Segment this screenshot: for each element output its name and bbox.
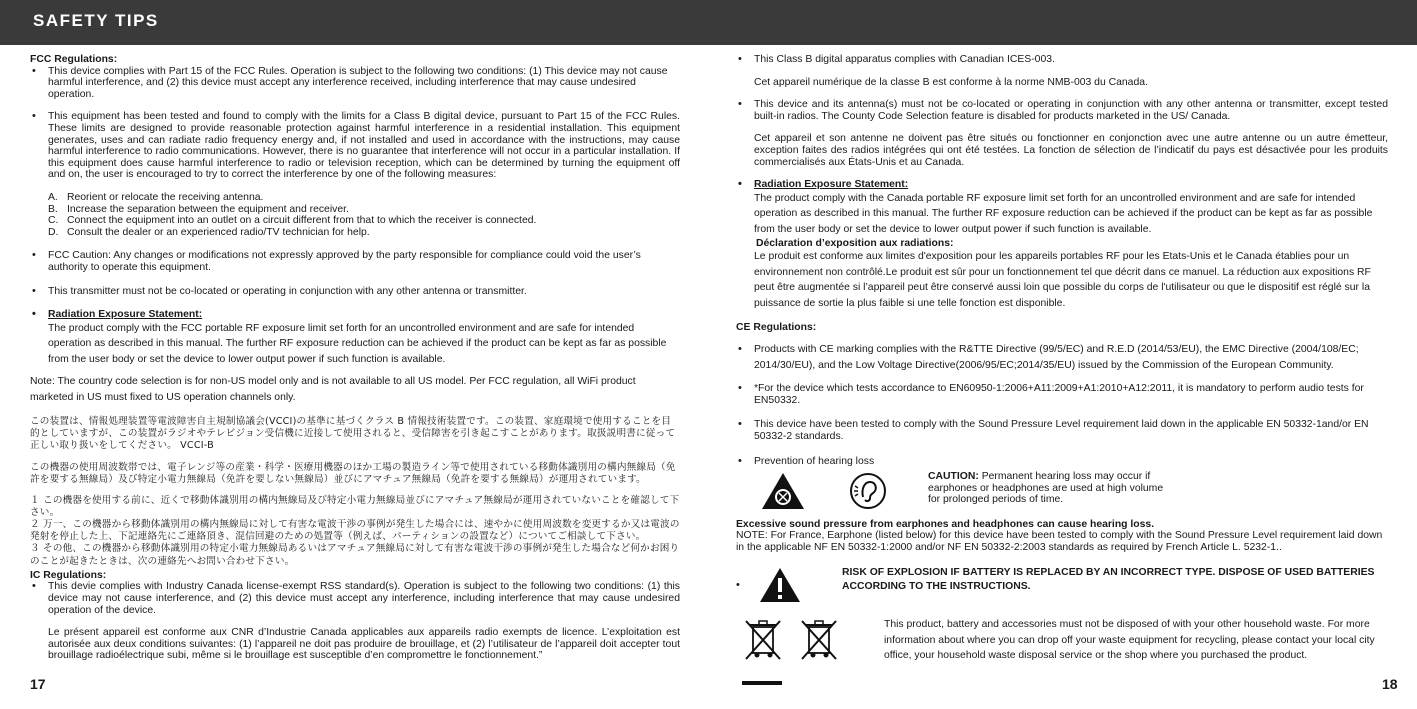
jp-item-1: １ この機器を使用する前に、近くで移動体識別用の構内無線局及び特定小電力無線局並びにアマチュア無線局が運用されていないことを確認して下さい。 [30, 494, 680, 518]
measure-item: A. Reorient or relocate the receiving antenna. [48, 191, 264, 203]
warning-icon [758, 566, 802, 608]
radiation-heading-left: • Radiation Exposure Statement: [30, 309, 680, 321]
disposal-text: This product, battery and accessories must not be disposed of with your other household waste. For more information about where you can drop off your waste equipment for recycling, please contact your local city office, your household waste disposal service or the shop where you purchased the product. [884, 619, 1375, 662]
declaration-text: Le produit est conforme aux limites d'exposition pour les appareils portables RF pour les Etats-Unis et le Canada établies pour un environnement non contrôlé.Le produit est sûr pour un fonctionnement tel que décrit dans ce manuel. La réduction aux expositions RF peut être augmentée si l’appareil peut être conservé aussi loin que possible du corps de l'utilisateur ou que le dispositif est réglé sur la puissance de sortie la plus faible si une telle fonction est disponible. [754, 251, 1371, 309]
ic-bullet-1: • This devie complies with Industry Canada license-exempt RSS standard(s). Operation is subject to the following two conditions: (1) this device may not cause interference, and (2) this device must accept any interference, including interference that may cause undesired operation of the device. [30, 581, 680, 616]
ce-heading: CE Regulations: [736, 321, 817, 333]
radiation-heading-right: • Radiation Exposure Statement: [736, 179, 1388, 191]
ce-bullet-2: • *For the device which tests accordance to EN60950-1:2006+A11:2009+A1:2010+A12:2011, it is mandatory to perform audio tests for EN50332. [736, 383, 1388, 406]
ce-bullet-4: • Prevention of hearing loss [736, 456, 1388, 468]
declaration-heading: Déclaration d’exposition aux radiations: [756, 237, 954, 249]
measure-item: D. Consult the dealer or an experienced radio/TV technician for help. [48, 226, 370, 238]
caution-label: CAUTION: [928, 471, 979, 483]
jp-frequency: この機器の使用周波数帯では、電子レンジ等の産業・科学・医療用機器のほか工場の製造ライン等で使用されている移動体識別用の構内無線局（免許を要する無線局）及び特定小電力無線局（免許を要しない無線局）並びにアマチュア無線局（免許を要する無線局）が運用されています。 [30, 462, 676, 486]
fcc-bullet-2: • This equipment has been tested and found to comply with the limits for a Class B digital device, pursuant to Part 15 of the FCC Rules. These limits are designed to provide reasonable protection against harmful interference in a residential installation. This equipment generates, uses and can radiate radio frequency energy and, if not installed and used in accordance with the instructions, may cause harmful interference to radio communications. However, there is no guarantee that interference will not occur in a particular installation. If this equipment does cause harmful interference to radio or television reception, which can be determined by turning the equipment off and on, the user is encouraged to try to correct the interference by one of the following measures: [30, 111, 680, 181]
ce-bullet-3: • This device have been tested to comply with the Sound Pressure Level requirement laid down in the applicable EN 50332-1and/or EN 50332-2 standards. [736, 419, 1388, 442]
measure-item: B. Increase the separation between the equipment and receiver. [48, 203, 349, 215]
excessive-sound-heading: Excessive sound pressure from earphones and headphones can cause hearing loss. [736, 518, 1155, 530]
radiation-text-left: The product comply with the FCC portable RF exposure limit set forth for an uncontrolled environment and are safe for intended operation as described in this manual. The further RF exposure reduction can be achieved if the product can be kept as far as possible from the user body or set the device to lower output power if such function is available. [48, 322, 667, 365]
disposal-row [736, 617, 1388, 665]
jp-vcci: この装置は、情報処理装置等電波障害自主規制協議会(VCCI)の基準に基づくクラス B 情報技術装置です。この装置、家庭環境で使用することを目的としていますが、この装置がラジオやテレビジョン受信機に近接して使用されると、受信障害を引き起こすことがあります。取扱説明書に従って正しい取り扱いをしてください。 VCCI-B [30, 415, 676, 452]
jp-item-3: ３ その他、この機器から移動体識別用の特定小電力無線局あるいはアマチュア無線局に対して有害な電波干渉の事例が発生した場合など何かお困りのことが起きたときは、次の連絡先へお問い合わせ下さい。 [30, 543, 680, 567]
battery-warning: RISK OF EXPLOSION IF BATTERY IS REPLACED BY AN INCORRECT TYPE. DISPOSE OF USED BATTERIES ACCORDING TO THE INSTRUCTIONS. [842, 566, 1375, 592]
france-note: NOTE: For France, Earphone (listed below) for this device have been tested to comply with the Sound Pressure Level requirement laid down in the applicable NF EN 50332-1:2000 and/or NF EN 50332-2:2003 standards as required by French Article L. 5232-1.. [736, 530, 1383, 554]
fcc-bullet-1: • This device complies with Part 15 of the FCC Rules. Operation is subject to the following two conditions: (1) This device may not cause harmful interference, and (2) this device must accept any interference received, including interference that may cause undesired operation. [30, 66, 680, 101]
antenna-statement: • This device and its antenna(s) must not be co-located or operating in conjunction with any other antenna or transmitter, except tested built-in radios. The County Code Selection feature is disabled for products marketed in the US/ Canada. [736, 99, 1388, 122]
battery-warning-row: • RISK OF EXPLOSION IF BATTERY IS REPLACED BY AN INCORRECT TYPE. DISPOSE OF USED BATTERIES ACCORDING TO THE INSTRUCTIONS. [736, 566, 1388, 608]
ic-heading: IC Regulations: [30, 569, 107, 581]
classb-french: Cet appareil numérique de la classe B est conforme à la norme NMB-003 du Canada. [754, 76, 1148, 88]
fcc-heading: FCC Regulations: [30, 54, 118, 65]
page-title: SAFETY TIPS [33, 11, 159, 30]
antenna-french: Cet appareil et son antenne ne doivent pas être situés ou fonctionner en conjonction avec une autre antenne ou un autre émetteur, exception faites des radios intégrées qui ont été testées. La fonction de sélection de l’indicatif du pays est désactivée pour les produits commercialisés aux États-Unis et au Canada. [754, 133, 1388, 168]
caution-block [928, 471, 1168, 506]
ic-french: Le présent appareil est conforme aux CNR d’Industrie Canada applicables aux appareils radio exempts de licence. L’exploitation est autorisée aux deux conditions suivantes: (1) l’appareil ne doit pas produire de brouillage, et (2) l’utilisateur de l’appareil doit accepter tout brouillage radioélectrique subi, même si le brouillage est susceptible d’en compromettre le fonctionnement.” [48, 627, 680, 662]
weee-bin-icon [742, 617, 784, 665]
weee-battery-bin-icon [798, 617, 840, 665]
divider-bar [742, 681, 782, 685]
hearing-warning-icon [760, 471, 806, 515]
left-column [30, 54, 680, 662]
classb-statement: • This Class B digital apparatus complies with Canadian ICES-003. [736, 54, 1388, 66]
fcc-caution: • FCC Caution: Any changes or modifications not expressly approved by the party responsible for compliance could void the user’s authority to operate this equipment. [30, 250, 680, 273]
ear-icon [848, 471, 888, 515]
header-bar [0, 0, 1417, 45]
ce-bullet-1: • Products with CE marking complies with the R&TTE Directive (99/5/EC) and R.E.D (2014/53/EU), the EMC Directive (2004/108/EC; 2014/30/EU), and the Low Voltage Directive(2006/95/EC;2014/35/EU) issued by the Commission of the European Community. [736, 342, 1388, 373]
measure-item: C. Connect the equipment into an outlet on a circuit different from that to which the receiver is connected. [48, 215, 537, 227]
jp-item-2: ２ 万一、この機器から移動体識別用の構内無線局に対して有害な電波干渉の事例が発生した場合には、速やかに使用周波数を変更するか又は電波の発射を停止した上、下記連絡先にご連絡頂き、混信回避のための処置等（例えば、パーティションの設置など）についてご相談して下さい。 [30, 519, 680, 543]
radiation-text-right: The product comply with the Canada portable RF exposure limit set forth for an uncontrolled environment and are safe for intended operation as described in this manual. The further RF exposure reduction can be achieved if the product can be kept as far as possible from the user body or set the device to lower output power if such function is available. [754, 192, 1373, 235]
right-column [736, 54, 1388, 665]
country-code-note: Note: The country code selection is for non-US model only and is not available to all US model. Per FCC regulation, all WiFi product marketed in US must fixed to US operation channels only. [30, 376, 636, 404]
caution-text: Permanent hearing loss may occur if earphones or headphones are used at high volume for prolonged periods of time. [928, 471, 1164, 506]
measures-list [30, 192, 680, 238]
page-number-left: 17 [30, 676, 46, 692]
page-number-right: 18 [1382, 676, 1398, 692]
transmitter-note: • This transmitter must not be co-located or operating in conjunction with any other antenna or transmitter. [30, 286, 680, 298]
hearing-caution-row [736, 471, 1388, 515]
